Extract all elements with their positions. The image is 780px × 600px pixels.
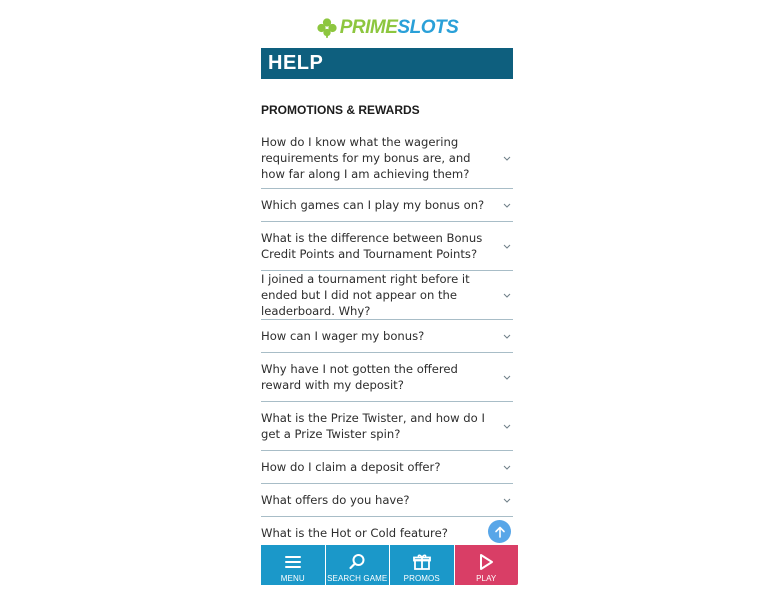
faq-item[interactable]: [261, 402, 513, 451]
chevron-down-icon: [502, 153, 512, 163]
faq-question: What is the Prize Twister, and how do I get a Prize Twister spin?: [261, 411, 485, 441]
nav-menu-button[interactable]: [261, 545, 326, 585]
prime-slots-logo[interactable]: [256, 10, 518, 46]
page-title: HELP: [268, 52, 324, 74]
faq-item[interactable]: [261, 271, 513, 320]
nav-play-button[interactable]: [455, 545, 519, 585]
faq-item[interactable]: [261, 484, 513, 517]
faq-question: How do I know what the wagering requirements for my bonus are, and how far along I am achieving them?: [261, 135, 471, 181]
search-icon: [347, 552, 367, 572]
chevron-down-icon: [502, 421, 512, 431]
section-title: PROMOTIONS & REWARDS: [261, 103, 420, 117]
help-banner: [261, 48, 513, 79]
chevron-down-icon: [502, 200, 512, 210]
chevron-down-icon: [502, 462, 512, 472]
nav-search-label: SEARCH GAME: [327, 574, 388, 583]
faq-item[interactable]: [261, 128, 513, 189]
chevron-down-icon: [502, 372, 512, 382]
faq-question: What is the difference between Bonus Credit Points and Tournament Points?: [261, 231, 483, 261]
menu-icon: [283, 552, 303, 572]
nav-promos-label: PROMOS: [403, 574, 440, 583]
faq-question: Why have I not gotten the offered reward with my deposit?: [261, 362, 458, 392]
scroll-to-top-button[interactable]: [488, 520, 511, 543]
nav-play-label: PLAY: [476, 574, 497, 583]
faq-question: What offers do you have?: [261, 493, 410, 507]
play-icon: [476, 552, 496, 572]
faq-list: [261, 128, 513, 549]
brand-prime: PRIME: [339, 17, 398, 38]
faq-question: Which games can I play my bonus on?: [261, 198, 485, 212]
faq-item[interactable]: [261, 222, 513, 271]
faq-item[interactable]: [261, 320, 513, 353]
nav-search-button[interactable]: [326, 545, 391, 585]
chevron-down-icon: [502, 290, 512, 300]
faq-question: What is the Hot or Cold feature?: [261, 526, 448, 540]
faq-question: I joined a tournament right before it ended but I did not appear on the leaderboard. Why?: [261, 272, 470, 318]
faq-question: How do I claim a deposit offer?: [261, 460, 441, 474]
nav-promos-button[interactable]: [390, 545, 455, 585]
chevron-down-icon: [502, 331, 512, 341]
mobile-page: [256, 10, 518, 585]
faq-question: How can I wager my bonus?: [261, 329, 425, 343]
chevron-down-icon: [502, 495, 512, 505]
faq-item[interactable]: [261, 451, 513, 484]
chevron-down-icon: [502, 241, 512, 251]
nav-menu-label: MENU: [280, 574, 305, 583]
brand-slots: SLOTS: [397, 17, 459, 38]
arrow-up-icon: [493, 525, 507, 539]
faq-item[interactable]: [261, 353, 513, 402]
bottom-nav: [261, 545, 518, 585]
clover-icon: [316, 17, 338, 39]
faq-item[interactable]: [261, 189, 513, 222]
gift-icon: [412, 552, 432, 572]
